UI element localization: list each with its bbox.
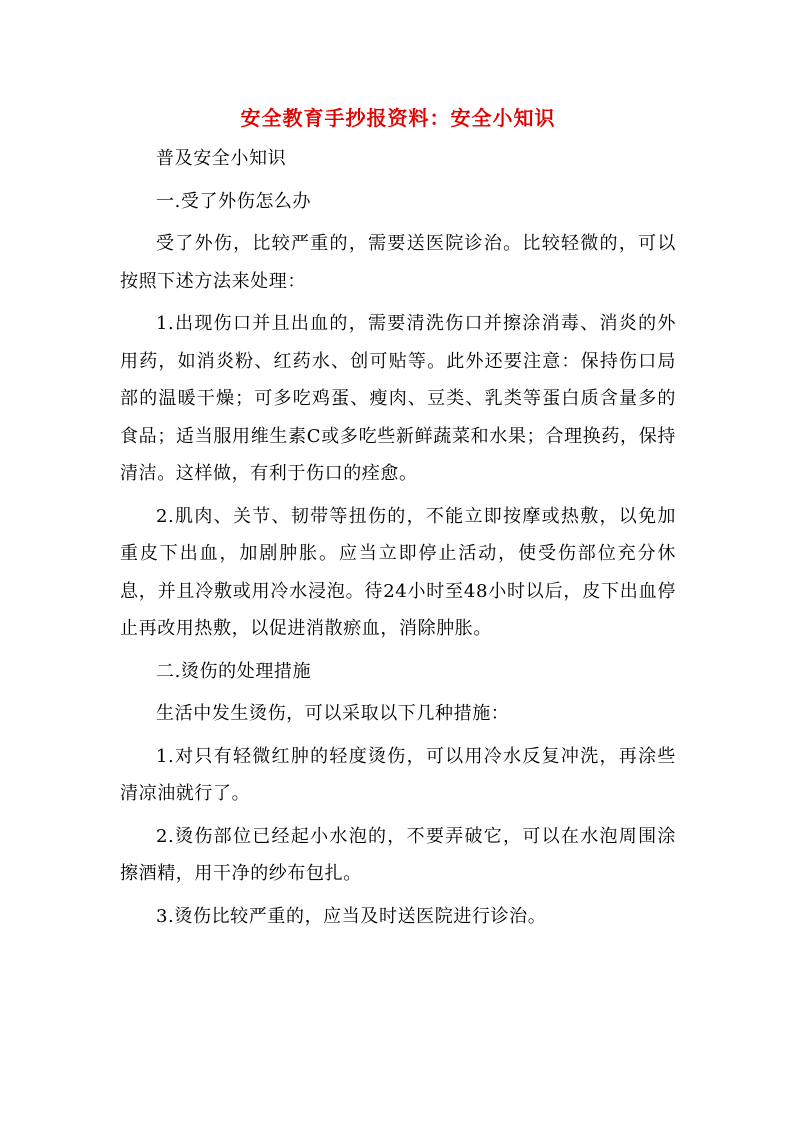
wounds-bleeding-paragraph: 1.出现伤口并且出血的，需要清洗伤口并擦涂消毒、消炎的外用药，如消炎粉、红药水、创可贴等。此外还要注意：保持伤口局部的温暖干燥；可多吃鸡蛋、瘦肉、豆类、乳类等蛋白质含量多的食品；适当服用维生素C或多吃些新鲜蔬菜和水果；合理换药，保持清洁。这样做，有利于伤口的痊愈。 bbox=[120, 313, 676, 484]
burns-intro-paragraph: 生活中发生烫伤，可以采取以下几种措施： bbox=[156, 703, 510, 724]
wounds-intro-paragraph: 受了外伤，比较严重的，需要送医院诊治。比较轻微的，可以按照下述方法来处理： bbox=[120, 233, 676, 292]
document-page bbox=[120, 100, 676, 935]
burns-severe-paragraph: 3.烫伤比较严重的，应当及时送医院进行诊治。 bbox=[156, 905, 547, 927]
wounds-sprain-paragraph: 2.肌肉、关节、韧带等扭伤的，不能立即按摩或热敷，以免加重皮下出血，加剧肿胀。应当立即停止活动，使受伤部位充分休息，并且冷敷或用冷水浸泡。待24小时至48小时以后，皮下出血停止再改用热敷，以促进消散瘀血，消除肿胀。 bbox=[120, 505, 676, 639]
burns-mild-paragraph: 1.对只有轻微红肿的轻度烫伤，可以用冷水反复冲洗，再涂些清凉油就行了。 bbox=[120, 745, 676, 804]
subtitle-paragraph: 普及安全小知识 bbox=[156, 148, 287, 169]
section-heading-burns: 二.烫伤的处理措施 bbox=[156, 660, 312, 682]
document-title: 安全教育手抄报资料：安全小知识 bbox=[240, 106, 556, 130]
section-heading-wounds: 一.受了外伤怎么办 bbox=[156, 190, 312, 212]
burns-blister-paragraph: 2.烫伤部位已经起小水泡的，不要弄破它，可以在水泡周围涂擦酒精，用干净的纱布包扎。 bbox=[120, 825, 676, 884]
